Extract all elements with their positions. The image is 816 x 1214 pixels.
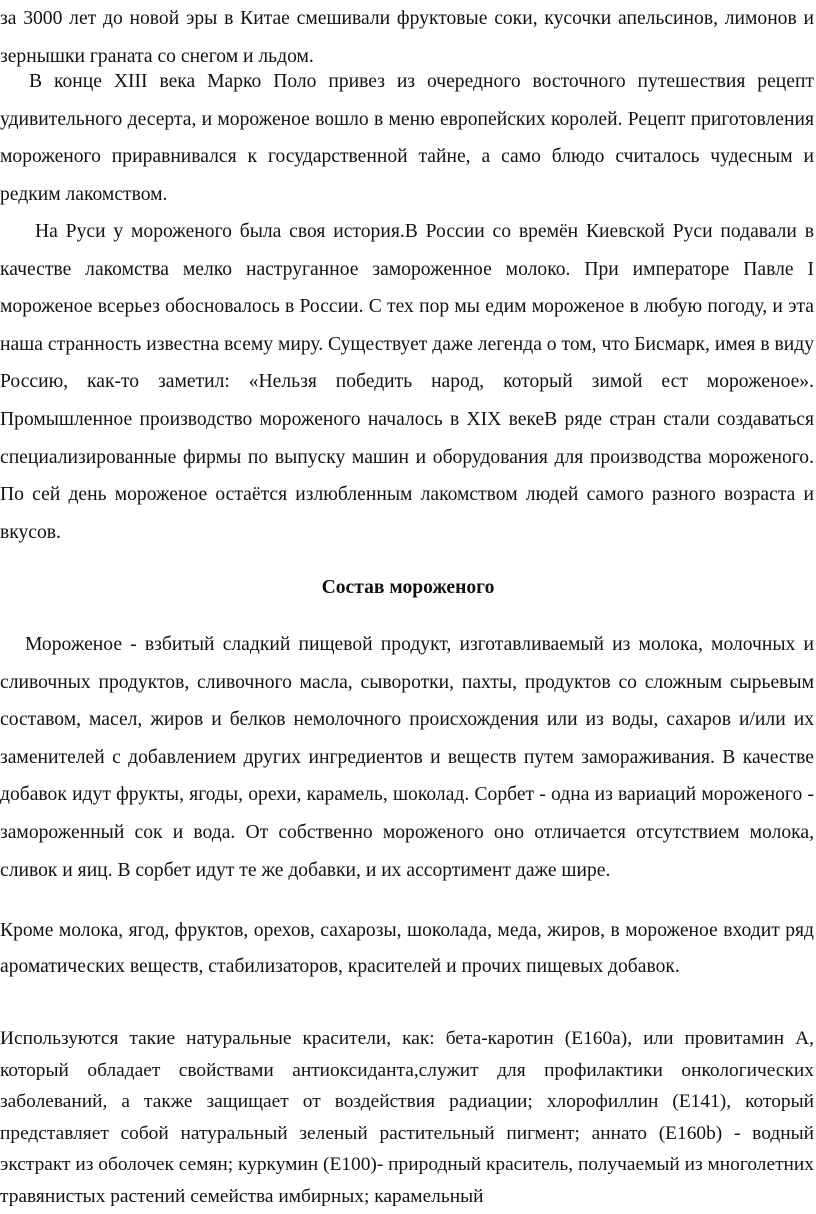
paragraph-china-origins: за 3000 лет до новой эры в Китае смешивали фруктовые соки, кусочки апельсинов, лимонов и зернышки граната со снегом и льдом. bbox=[0, 8, 814, 67]
paragraph-russia-history: На Руси у мороженого была своя история.В России со времён Киевской Руси подавали в качестве лакомства мелко наструганное замороженное молоко. При императоре Павле I мороженое всерьез обосновалось в России. С тех пор мы едим мороженое в любую погоду, и эта наша странность известна всему миру. Существует даже легенда о том, что Бисмарк, имея в виду Россию, как-то заметил: «Нельзя победить народ, который зимой ест мороженое». Промышленное производство мороженого началось в XIX векеВ ряде стран стали создаваться специализированные фирмы по выпуску машин и оборудования для производства мороженого. По сей день мороженое остаётся излюбленным лакомством людей самого разного возраста и вкусов. bbox=[0, 221, 814, 543]
paragraph-colorants: Используются такие натуральные красители, как: бета-каротин (Е160а), или провитамин А, который обладает свойствами антиоксиданта,служит для профилактики онкологических заболеваний, а также защищает от воздействия радиации; хлорофиллин (Е141), который представляет собой натуральный зеленый растительный пигмент; аннато (Е160b) - водный экстракт из оболочек семян; куркумин (Е100)- природный краситель, получаемый из многолетних травянистых растений семейства имбирных; карамельный bbox=[0, 1028, 814, 1207]
paragraph-definition: Мороженое - взбитый сладкий пищевой продукт, изготавливаемый из молока, молочных и сливочных продуктов, сливочного масла, сыворотки, пахты, продуктов со сложным сырьевым составом, масел, жиров и белков немолочного происхождения или из воды, сахаров и/или их заменителей с добавлением других ингредиентов и веществ путем замораживания. В качестве добавок идут фрукты, ягоды, орехи, карамель, шоколад. Сорбет - одна из вариаций мороженого - замороженный сок и вода. От собственно мороженого оно отличается отсутствием молока, сливок и яиц. В сорбет идут те же добавки, и их ассортимент даже шире. bbox=[0, 634, 814, 881]
paragraph-ingredients: Кроме молока, ягод, фруктов, орехов, сахарозы, шоколада, меда, жиров, в мороженое входит ряд ароматических веществ, стабилизаторов, красителей и прочих пищевых добавок. bbox=[0, 920, 814, 977]
section-heading: Состав мороженого bbox=[321, 577, 495, 598]
paragraph-marco-polo: В конце XIII века Марко Поло привез из очередного восточного путешествия рецепт удивительного десерта, и мороженое вошло в меню европейских королей. Рецепт приготовления мороженого приравнивался к государственной тайне, а само блюдо считалось чудесным и редким лакомством. bbox=[0, 71, 814, 205]
